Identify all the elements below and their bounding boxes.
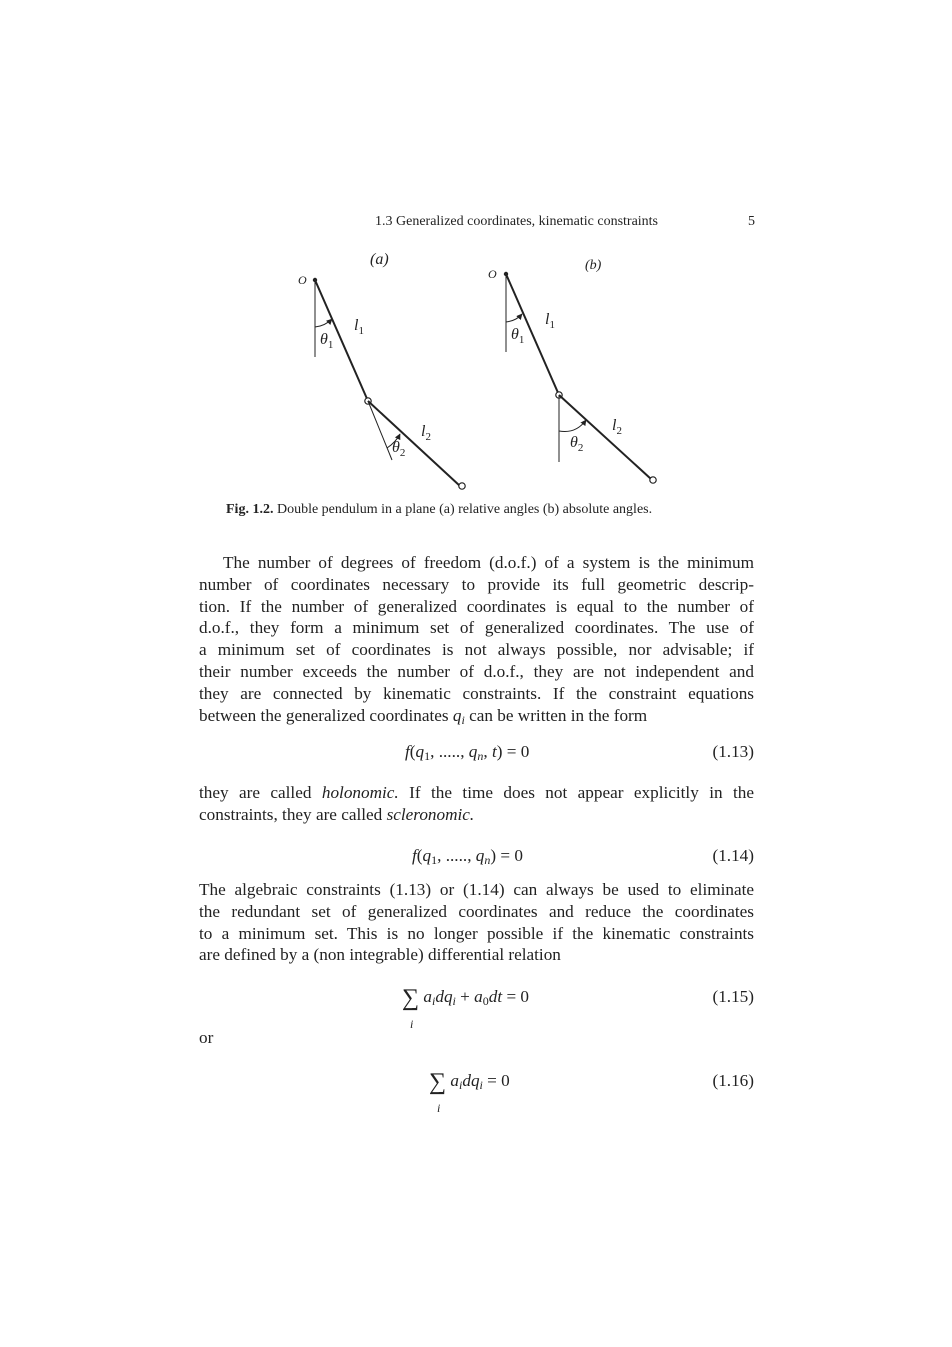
- l1-label-b: $l_1$: [545, 311, 555, 331]
- connector-text: or: [199, 1028, 214, 1047]
- equation-body: $f(q_1$, ....., $q_n) = 0$: [412, 846, 523, 867]
- text-line: a minimum set of coordinates is not always possible, nor advisable; if: [199, 640, 754, 660]
- equation-1-15: [199, 985, 754, 1031]
- text-line: The algebraic constraints (1.13) or (1.14) can always be used to eliminate: [199, 880, 754, 899]
- l2-label-b: $l_2$: [612, 417, 622, 437]
- text-line: their number exceeds the number of d.o.f., they are not independent and: [199, 661, 754, 681]
- page-number: 5: [748, 214, 755, 229]
- extension-ref-a: [368, 401, 392, 460]
- figure-caption: [226, 502, 786, 518]
- equation-body: ∑ i $a_idq_i + a_0dt = 0$: [402, 985, 530, 1031]
- theta1-label-a: $\theta_1$: [320, 331, 334, 351]
- text-line: number of coordinates necessary to provide its full geometric descrip-: [199, 574, 754, 594]
- text-line: d.o.f., they form a minimum set of generalized coordinates. The use of: [199, 618, 754, 638]
- text-line: tion. If the number of generalized coordinates is equal to the number of: [199, 596, 754, 616]
- equation-number: (1.14): [712, 846, 754, 865]
- equation-1-16: [199, 1069, 754, 1115]
- bob-a: [459, 483, 465, 489]
- paragraph-holonomic: [199, 782, 754, 826]
- theta2-arc-b: [559, 420, 586, 432]
- origin-label-a: O: [298, 273, 307, 287]
- equation-1-14: [199, 846, 754, 870]
- text-line: the redundant set of generalized coordinates and reduce the coordinates: [199, 901, 754, 921]
- text-line: constraints, they are called scleronomic.: [199, 804, 475, 824]
- theta1-label-b: $\theta_1$: [511, 326, 525, 346]
- equation-number: (1.13): [712, 742, 754, 761]
- double-pendulum-figure: [280, 244, 680, 496]
- double-pendulum-diagram: [280, 244, 680, 496]
- text-line: they are connected by kinematic constraints. If the constraint equations: [199, 683, 754, 703]
- panel-b-label: (b): [585, 258, 602, 273]
- equation-number: (1.16): [712, 1071, 754, 1090]
- panel-a-label: (a): [370, 251, 389, 268]
- text-line: between the generalized coordinates $q_i$ can be written in the form: [199, 705, 648, 727]
- equation-body: ∑ i $a_idq_i = 0$: [429, 1069, 510, 1115]
- text-line: are defined by a (non integrable) differential relation: [199, 945, 561, 965]
- theta2-label-a: $\theta_2$: [392, 439, 406, 459]
- text-line: to a minimum set. This is no longer possible if the kinematic constraints: [199, 923, 754, 943]
- paragraph-algebraic: [199, 879, 754, 966]
- l2-label-a: $l_2$: [421, 423, 431, 443]
- bob-b: [650, 477, 656, 483]
- origin-label-b: O: [488, 267, 497, 281]
- theta1-arc-a: [315, 319, 332, 327]
- equation-number: (1.15): [712, 987, 754, 1006]
- equation-1-13: [199, 742, 754, 766]
- running-header: [375, 214, 755, 234]
- rod2-a: [368, 401, 460, 486]
- theta2-label-b: $\theta_2$: [570, 434, 584, 454]
- running-header-title: 1.3 Generalized coordinates, kinematic constraints: [375, 214, 659, 229]
- text-line: they are called holonomic. If the time does not appear explicitly in the: [199, 783, 755, 802]
- figure-caption-text: Double pendulum in a plane (a) relative angles (b) absolute angles.: [276, 502, 653, 517]
- paragraph-dof: [199, 552, 754, 726]
- text-line: The number of degrees of freedom (d.o.f.) of a system is the minimum: [223, 553, 754, 572]
- equation-body: $f(q_1$, ....., $q_n$, t) = 0: [405, 742, 530, 763]
- figure-caption-label: Fig. 1.2.: [226, 502, 274, 517]
- theta1-arc-b: [506, 314, 522, 322]
- l1-label-a: $l_1$: [354, 317, 364, 337]
